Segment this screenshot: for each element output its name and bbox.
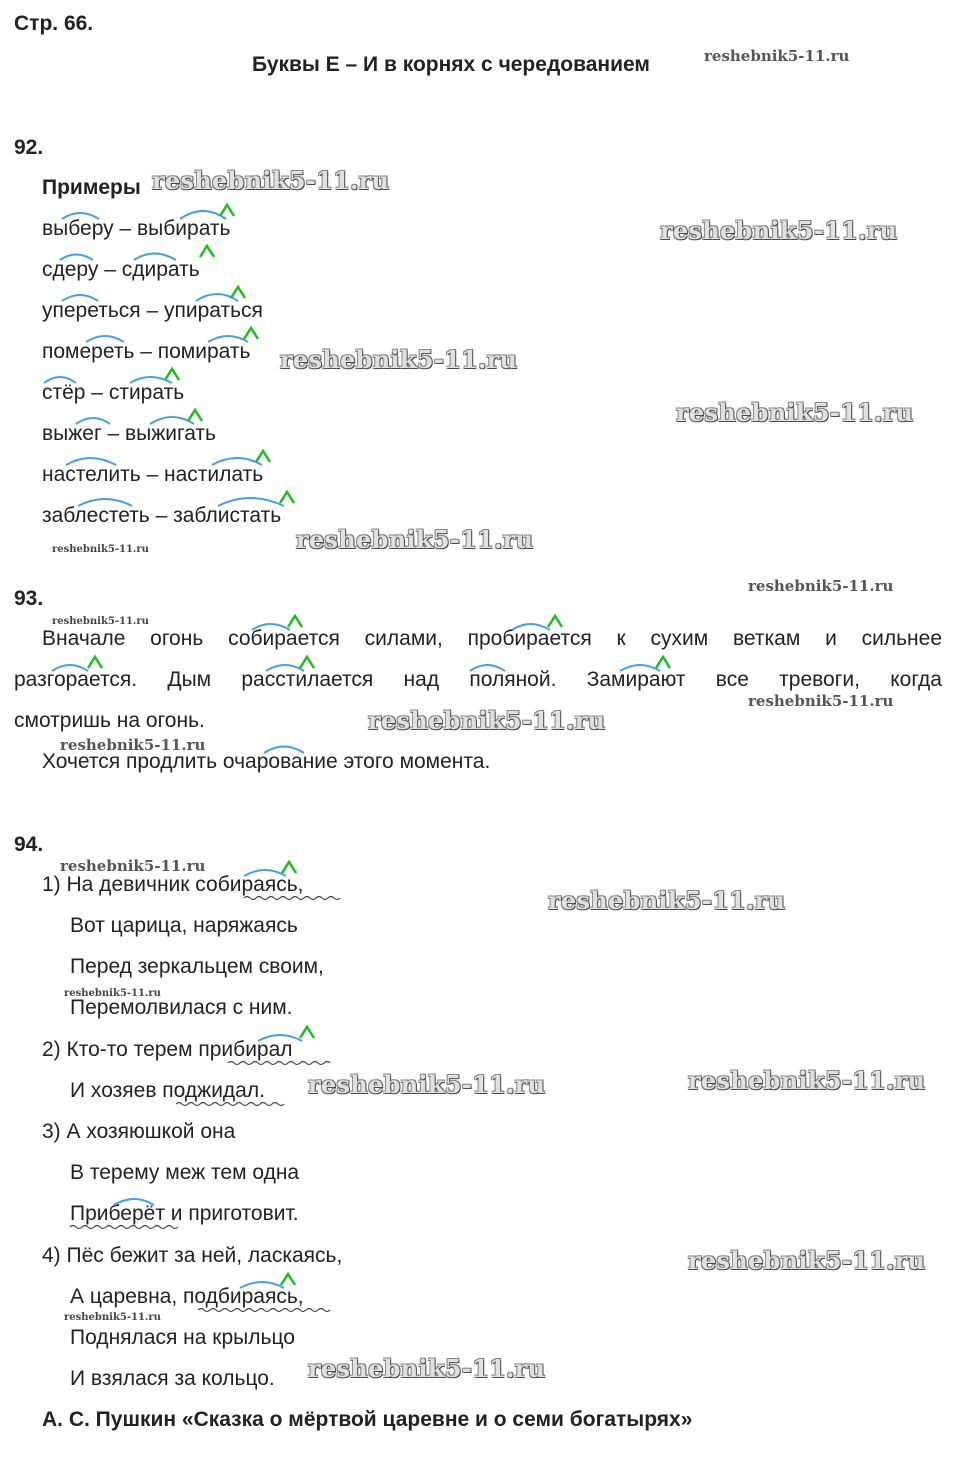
watermark: reshebnik5-11.ru	[688, 1066, 926, 1095]
poem-source: А. С. Пушкин «Сказка о мёртвой царевне и о семи богатырях»	[42, 1408, 693, 1431]
watermark: reshebnik5-11.ru	[548, 886, 786, 915]
poem-line: Приберёт и приготовит.	[70, 1202, 299, 1225]
word-pair: выберу – выбирать	[42, 217, 231, 240]
poem-line: Перед зеркальцем своим,	[70, 955, 324, 978]
watermark: reshebnik5-11.ru	[704, 47, 850, 65]
watermark: reshebnik5-11.ru	[52, 544, 149, 555]
watermark: reshebnik5-11.ru	[748, 692, 894, 710]
exercise-93-line: смотришь на огонь.	[14, 709, 205, 732]
watermark: reshebnik5-11.ru	[748, 577, 894, 595]
watermark: reshebnik5-11.ru	[676, 398, 914, 427]
poem-line: В терему меж тем одна	[70, 1161, 300, 1184]
exercise-92-number: 92.	[14, 136, 44, 159]
watermark: reshebnik5-11.ru	[152, 166, 390, 195]
word-pair: упереться – упираться	[42, 299, 263, 322]
page-title: Буквы Е – И в корнях с чередованием	[252, 53, 650, 76]
watermark: reshebnik5-11.ru	[52, 616, 149, 627]
poem-line: 3) А хозяюшкой она	[42, 1120, 236, 1143]
watermark: reshebnik5-11.ru	[280, 345, 518, 374]
poem-line: Поднялася на крыльцо	[70, 1326, 295, 1349]
word-pair: выжег – выжигать	[42, 422, 216, 445]
watermark: reshebnik5-11.ru	[60, 857, 206, 875]
watermark: reshebnik5-11.ru	[296, 525, 534, 554]
watermark: reshebnik5-11.ru	[308, 1070, 546, 1099]
watermark: reshebnik5-11.ru	[660, 216, 898, 245]
word-pair: помереть – помирать	[42, 340, 251, 363]
word-pair: стёр – стирать	[42, 381, 185, 404]
word-pair: заблестеть – заблистать	[42, 504, 282, 527]
word-pair: настелить – настилать	[42, 463, 264, 486]
exercise-93-line: Вначале огонь собирается силами, пробирается к сухим веткам и сильнее	[42, 627, 942, 650]
exercise-93-number: 93.	[14, 587, 44, 610]
word-pair: сдеру – сдирать	[42, 258, 200, 281]
exercise-93-line: Хочется продлить очарование этого момента.	[42, 750, 491, 773]
watermark: reshebnik5-11.ru	[64, 1312, 161, 1323]
poem-line: И взялася за кольцо.	[70, 1367, 275, 1390]
poem-line: А царевна, подбираясь,	[70, 1285, 304, 1308]
exercise-94-number: 94.	[14, 833, 44, 856]
poem-line: 4) Пёс бежит за ней, ласкаясь,	[42, 1244, 343, 1267]
watermark: reshebnik5-11.ru	[64, 988, 161, 999]
watermark: reshebnik5-11.ru	[368, 706, 606, 735]
poem-line: Перемолвилася с ним.	[70, 996, 293, 1019]
watermark: reshebnik5-11.ru	[308, 1354, 546, 1383]
poem-line: 2) Кто-то терем прибирал	[42, 1038, 293, 1061]
poem-line: Вот царица, наряжаясь	[70, 914, 298, 937]
watermark: reshebnik5-11.ru	[688, 1246, 926, 1275]
page-label: Стр. 66.	[14, 12, 94, 35]
poem-line: И хозяев поджидал.	[70, 1079, 265, 1102]
exercise-92-heading: Примеры	[42, 176, 141, 199]
watermark: reshebnik5-11.ru	[60, 736, 206, 754]
exercise-93-line: разгорается. Дым расстилается над поляной. Замирают все тревоги, когда	[14, 668, 942, 691]
poem-line: 1) На девичник собираясь,	[42, 873, 304, 896]
